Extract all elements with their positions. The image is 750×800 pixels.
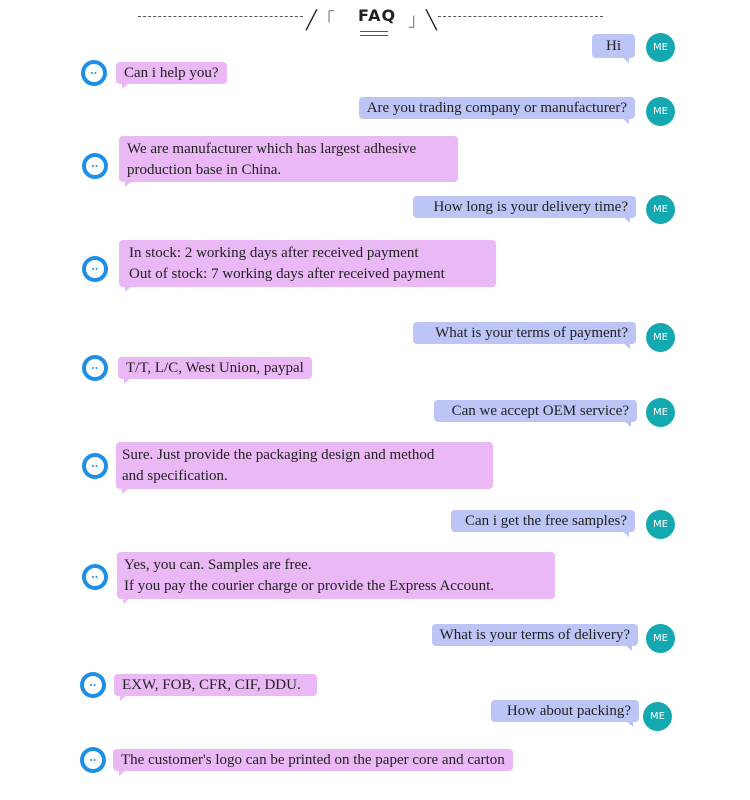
chat-bot-icon	[82, 153, 108, 179]
message-bot-oem	[116, 442, 493, 489]
bot-avatar	[82, 256, 108, 282]
chat-bot-icon	[82, 453, 108, 479]
message-line: We are manufacturer which has largest adhesive	[127, 141, 417, 157]
chat-bot-icon	[82, 564, 108, 590]
message-line: If you pay the courier charge or provide the Express Account.	[124, 578, 495, 594]
message-bot-payment: T/T, L/C, West Union, paypal	[118, 357, 312, 379]
header-divider-right	[438, 16, 603, 17]
message-me-packing: How about packing?	[491, 700, 639, 722]
message-me-oem: Can we accept OEM service?	[434, 400, 637, 422]
bot-avatar	[80, 672, 106, 698]
bot-avatar	[82, 355, 108, 381]
message-me-delivery-terms: What is your terms of delivery?	[432, 624, 638, 646]
message-me-delivery-time: How long is your delivery time?	[413, 196, 636, 218]
page-title: FAQ	[358, 6, 397, 25]
me-avatar: ME	[646, 624, 675, 653]
message-bot-packing: The customer's logo can be printed on the paper core and carton	[113, 749, 513, 771]
faq-header	[138, 5, 608, 37]
message-line: production base in China.	[127, 162, 282, 178]
chat-bot-icon	[80, 672, 106, 698]
me-avatar: ME	[643, 702, 672, 731]
chat-bot-icon	[80, 747, 106, 773]
message-me-payment-terms: What is your terms of payment?	[413, 322, 636, 344]
header-divider-left	[138, 16, 303, 17]
message-bot-help: Can i help you?	[116, 62, 227, 84]
message-line: Out of stock: 7 working days after received payment	[129, 266, 445, 282]
chat-bot-icon	[81, 60, 107, 86]
bot-avatar	[82, 153, 108, 179]
me-avatar: ME	[646, 398, 675, 427]
message-me-samples: Can i get the free samples?	[451, 510, 635, 532]
message-line: Sure. Just provide the packaging design and method	[122, 447, 435, 463]
bot-avatar	[81, 60, 107, 86]
title-underline	[360, 31, 388, 36]
me-avatar: ME	[646, 510, 675, 539]
chat-bot-icon	[82, 256, 108, 282]
me-avatar: ME	[646, 97, 675, 126]
bot-avatar	[80, 747, 106, 773]
header-right-bracket: 」╲	[408, 10, 437, 31]
bot-avatar	[82, 453, 108, 479]
me-avatar: ME	[646, 33, 675, 62]
chat-bot-icon	[82, 355, 108, 381]
message-me-company: Are you trading company or manufacturer?	[359, 97, 635, 119]
message-line: In stock: 2 working days after received payment	[129, 245, 419, 261]
message-me-hi: Hi	[592, 34, 635, 58]
me-avatar: ME	[646, 323, 675, 352]
message-bot-delivery-terms: EXW, FOB, CFR, CIF, DDU.	[114, 674, 317, 696]
message-line: Yes, you can. Samples are free.	[124, 557, 312, 573]
message-line: and specification.	[122, 468, 228, 484]
me-avatar: ME	[646, 195, 675, 224]
message-bot-samples	[117, 552, 555, 599]
message-bot-stock	[119, 240, 496, 287]
bot-avatar	[82, 564, 108, 590]
header-left-bracket: ╱「	[306, 10, 335, 31]
message-bot-manufacturer	[119, 136, 458, 182]
